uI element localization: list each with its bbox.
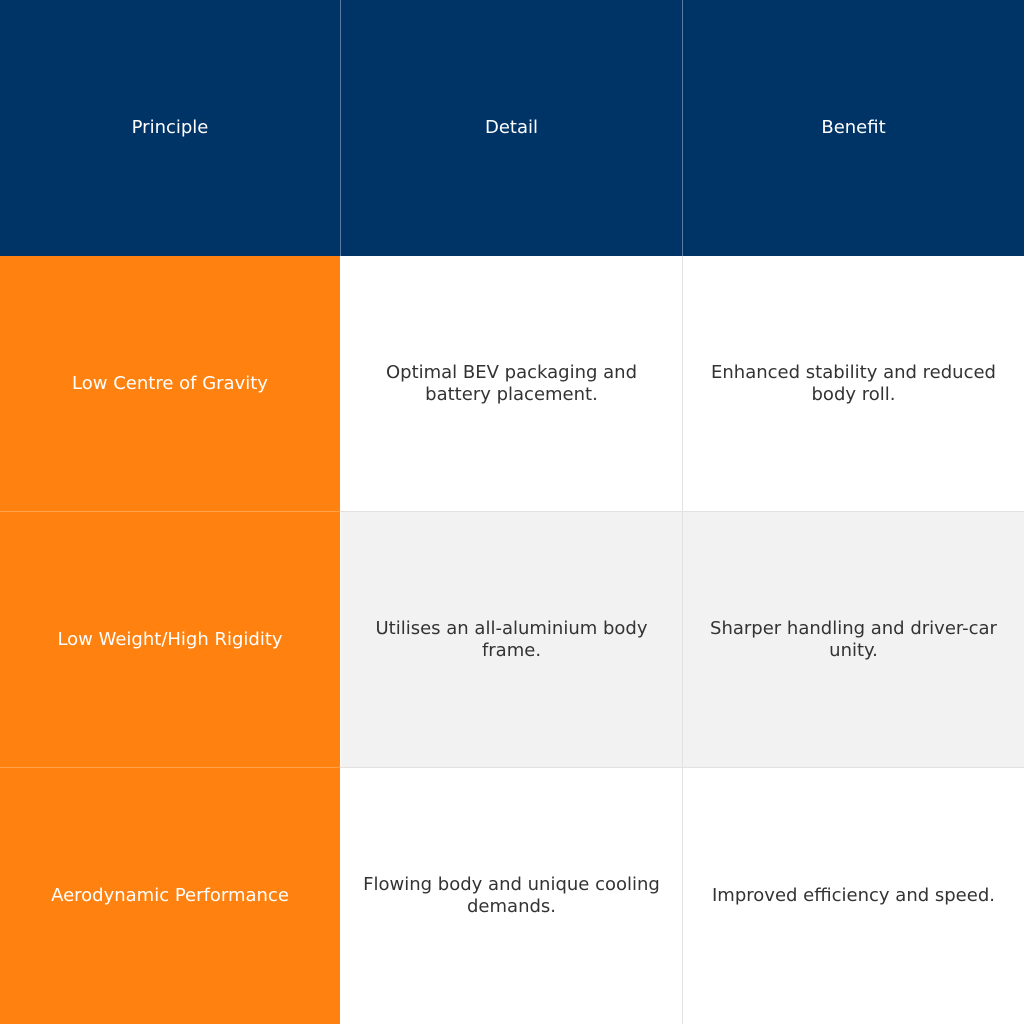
row-3-principle-text: Aerodynamic Performance	[51, 885, 289, 906]
row-3-detail	[341, 768, 683, 1024]
row-1-benefit	[683, 256, 1024, 512]
row-3-benefit-text: Improved efficiency and speed.	[712, 885, 995, 906]
header-principle	[0, 0, 341, 256]
row-3-benefit	[683, 768, 1024, 1024]
row-2-detail	[341, 512, 683, 768]
row-1-detail	[341, 256, 683, 512]
header-detail-label: Detail	[484, 117, 539, 138]
row-3-principle	[0, 768, 341, 1024]
row-1-principle	[0, 256, 341, 512]
row-2-benefit	[683, 512, 1024, 768]
header-benefit-label: Benefit	[821, 117, 886, 138]
row-1-detail-text: Optimal BEV packaging and battery placement.	[385, 361, 638, 405]
header-principle-label: Principle	[131, 117, 209, 138]
row-3-detail-text: Flowing body and unique cooling demands.	[363, 874, 660, 917]
row-2-principle	[0, 512, 341, 768]
row-1-principle-text: Low Centre of Gravity	[72, 372, 268, 394]
row-2-detail-text: Utilises an all-aluminium body frame.	[375, 617, 648, 661]
row-1-benefit-text: Enhanced stability and reduced body roll.	[711, 361, 996, 405]
row-2-principle-text: Low Weight/High Rigidity	[57, 628, 283, 650]
row-2-benefit-text: Sharper handling and driver-car unity.	[710, 617, 997, 661]
header-benefit	[683, 0, 1024, 256]
header-detail	[341, 0, 683, 256]
